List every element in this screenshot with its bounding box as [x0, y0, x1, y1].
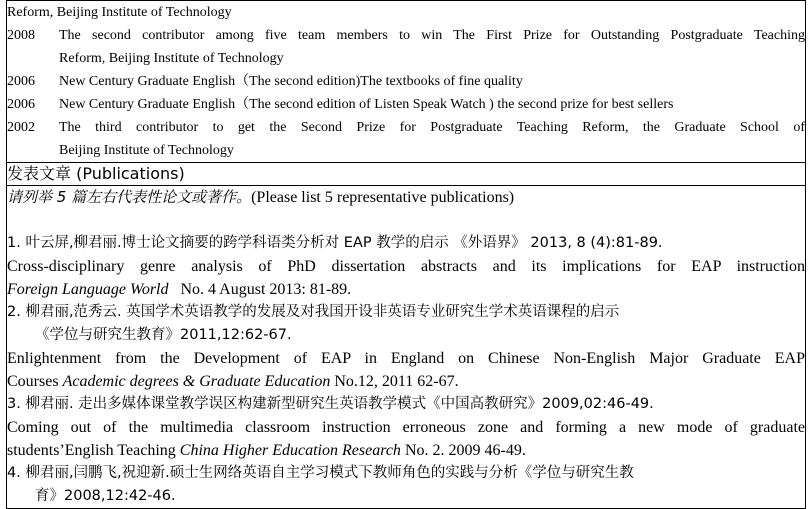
award-text-continuation: Reform, Beijing Institute of Technology — [59, 51, 284, 66]
publications-cell — [7, 186, 806, 509]
publication-1-tail: No. 4 August 2013: 81-89. — [168, 281, 352, 298]
publication-1-en-line2 — [7, 278, 805, 301]
publication-3-en-line2 — [7, 439, 805, 462]
award-text-continuation: Beijing Institute of Technology — [59, 143, 234, 158]
publication-3-cn: 3. 柳君丽. 走出多媒体课堂教学误区构建新型研究生英语教学模式《中国高教研究》2009,02:46-49. — [7, 396, 654, 412]
publication-3-en-line1: Coming out of the multimedia classroom instruction erroneous zone and forming a new mode of graduate — [7, 419, 805, 436]
award-year: 2008 — [7, 28, 35, 43]
award-year: 2006 — [7, 74, 35, 89]
instruction-en: (Please list 5 representative publications) — [251, 189, 515, 206]
publication-2-en-line2 — [7, 370, 805, 393]
award-item — [7, 70, 805, 93]
award-text: New Century Graduate English（The second edition)The textbooks of fine quality — [59, 74, 523, 89]
publications-instruction — [7, 186, 805, 209]
awards-cell — [7, 1, 806, 163]
publication-1-en-line1: Cross-disciplinary genre analysis of PhD dissertation abstracts and its implications for EAP instruction — [7, 258, 805, 275]
instruction-cn: 请列举 5 篇左右代表性论文或著作。 — [7, 188, 252, 206]
award-text: The third contributor to get the Second Prize for Postgraduate Teaching Reform, the Graduate School of — [59, 120, 805, 135]
award-year: 2002 — [7, 120, 35, 135]
publication-2-cn-line1: 2. 柳君丽,范秀云. 英国学术英语教学的发展及对我国开设非英语专业研究生学术英语课程的启示 — [7, 304, 620, 320]
publication-2-journal: Academic degrees & Graduate Education — [62, 373, 331, 390]
publication-2-cn-line2: 《学位与研究生教育》2011,12:62-67. — [35, 327, 292, 343]
resume-table — [6, 0, 806, 509]
award-item — [7, 116, 805, 139]
award-item — [7, 24, 805, 47]
publication-2-prefix: Courses — [7, 373, 63, 390]
award-text: The second contributor among five team members to win The First Prize for Outstanding Postgraduate Teaching — [59, 28, 805, 43]
award-continuation: Reform, Beijing Institute of Technology — [7, 5, 232, 20]
publications-row — [7, 186, 806, 509]
publications-header: 发表文章 (Publications) — [7, 163, 806, 186]
publication-2-en-line1: Enlightenment from the Development of EAP in England on Chinese Non-English Major Graduate EAP — [7, 350, 805, 367]
publication-4-cn-line2: 育》2008,12:42-46. — [35, 488, 176, 504]
publication-3-journal: China Higher Education Research — [179, 442, 401, 459]
publication-4-cn-line1: 4. 柳君丽,闫鹏飞,祝迎新.硕士生网络英语自主学习模式下教师角色的实践与分析《学位与研究生教 — [7, 465, 634, 481]
publications-header-row — [7, 163, 806, 186]
award-text: New Century Graduate English（The second edition of Listen Speak Watch ) the second prize for best sellers — [59, 97, 674, 112]
publication-3-tail: No. 2. 2009 46-49. — [400, 442, 526, 459]
awards-row — [7, 1, 806, 163]
publication-1-cn: 1. 叶云屏,柳君丽.博士论文摘要的跨学科语类分析对 EAP 教学的启示 《外语界》 2013, 8 (4):81-89. — [7, 235, 663, 251]
publication-2-tail: No.12, 2011 62-67. — [330, 373, 459, 390]
award-year: 2006 — [7, 97, 35, 112]
publication-1-journal: Foreign Language World — [7, 281, 169, 298]
award-item — [7, 93, 805, 116]
publication-3-prefix: students’English Teaching — [7, 442, 180, 459]
